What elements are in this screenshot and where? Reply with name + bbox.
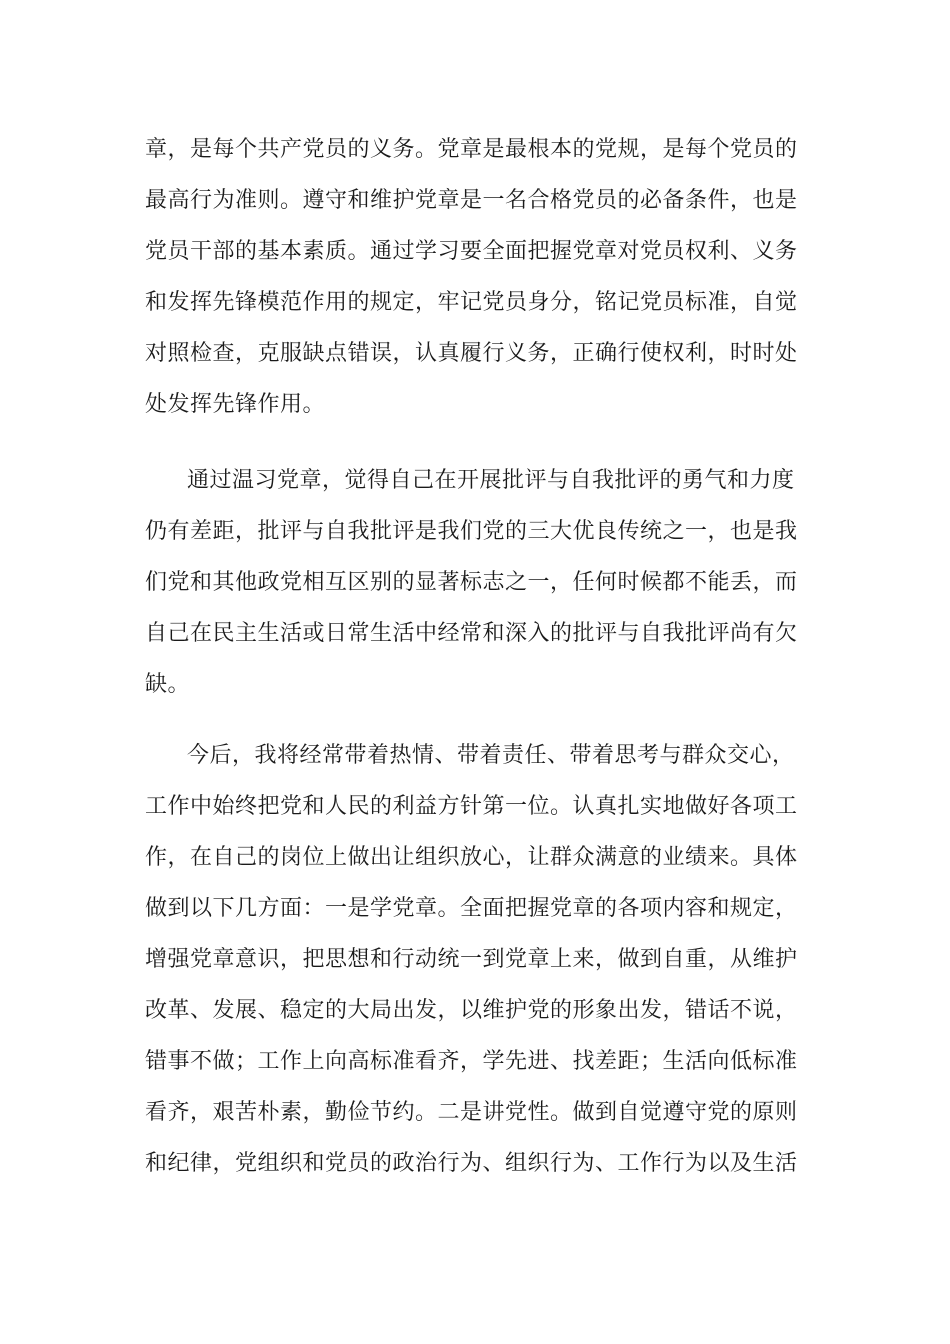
paragraph-3: [145, 730, 805, 1189]
paragraph-1: [145, 124, 805, 430]
text-line: 今后，我将经常带着热情、带着责任、带着思考与群众交心，: [187, 743, 795, 768]
text-line: 处发挥先锋作用。: [145, 392, 326, 417]
text-line: 们党和其他政党相互区别的显著标志之一，任何时候都不能丢，而: [145, 570, 798, 595]
text-line: 仍有差距，批评与自我批评是我们党的三大优良传统之一，也是我: [145, 519, 798, 544]
text-line: 改革、发展、稳定的大局出发，以维护党的形象出发，错话不说，: [145, 998, 798, 1023]
text-line: 做到以下几方面：一是学党章。全面把握党章的各项内容和规定，: [145, 896, 798, 921]
text-line: 和发挥先锋模范作用的规定，牢记党员身分，铭记党员标准，自觉: [145, 290, 798, 315]
text-line: 错事不做；工作上向高标准看齐，学先进、找差距；生活向低标准: [145, 1049, 798, 1074]
text-line: 和纪律，党组织和党员的政治行为、组织行为、工作行为以及生活: [145, 1151, 798, 1176]
text-line: 党员干部的基本素质。通过学习要全面把握党章对党员权利、义务: [145, 239, 798, 264]
text-line: 缺。: [145, 672, 191, 697]
text-line: 章，是每个共产党员的义务。党章是最根本的党规，是每个党员的: [145, 137, 798, 162]
text-line: 通过温习党章，觉得自己在开展批评与自我批评的勇气和力度: [187, 468, 795, 493]
paragraph-2: [145, 455, 805, 710]
text-line: 增强党章意识，把思想和行动统一到党章上来，做到自重，从维护: [145, 947, 798, 972]
text-line: 对照检查，克服缺点错误，认真履行义务，正确行使权利，时时处: [145, 341, 798, 366]
text-line: 最高行为准则。遵守和维护党章是一名合格党员的必备条件，也是: [145, 188, 798, 213]
text-line: 自己在民主生活或日常生活中经常和深入的批评与自我批评尚有欠: [145, 621, 798, 646]
text-line: 工作中始终把党和人民的利益方针第一位。认真扎实地做好各项工: [145, 794, 798, 819]
text-line: 作，在自己的岗位上做出让组织放心，让群众满意的业绩来。具体: [145, 845, 798, 870]
text-line: 看齐，艰苦朴素，勤俭节约。二是讲党性。做到自觉遵守党的原则: [145, 1100, 798, 1125]
